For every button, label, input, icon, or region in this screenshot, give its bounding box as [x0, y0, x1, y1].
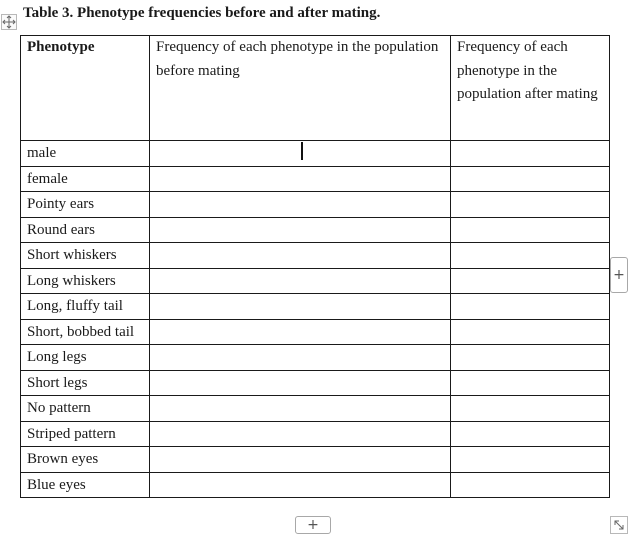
table-row — [21, 447, 610, 473]
after-frequency-cell[interactable] — [451, 370, 610, 396]
table-row — [21, 319, 610, 345]
move-arrows-icon — [2, 15, 16, 29]
before-frequency-cell[interactable] — [150, 217, 451, 243]
after-frequency-cell[interactable] — [451, 447, 610, 473]
phenotype-cell[interactable]: Blue eyes — [21, 472, 150, 498]
table-row — [21, 217, 610, 243]
resize-arrow-icon — [611, 517, 627, 533]
table-resize-handle[interactable] — [610, 516, 628, 534]
after-frequency-cell[interactable] — [451, 192, 610, 218]
add-column-button[interactable]: + — [610, 257, 628, 293]
table-row — [21, 396, 610, 422]
header-cell-after[interactable]: Frequency of each phenotype in the population after mating — [451, 36, 610, 141]
phenotype-cell[interactable]: Long, fluffy tail — [21, 294, 150, 320]
after-frequency-cell[interactable] — [451, 421, 610, 447]
before-frequency-cell[interactable] — [150, 345, 451, 371]
phenotype-cell[interactable]: female — [21, 166, 150, 192]
phenotype-cell[interactable]: Short whiskers — [21, 243, 150, 269]
table-row — [21, 166, 610, 192]
table-header-row — [21, 36, 610, 141]
table-row — [21, 421, 610, 447]
before-frequency-cell[interactable] — [150, 243, 451, 269]
table-row — [21, 345, 610, 371]
phenotype-cell[interactable]: Long legs — [21, 345, 150, 371]
after-frequency-cell[interactable] — [451, 217, 610, 243]
after-frequency-cell[interactable] — [451, 472, 610, 498]
table-move-handle[interactable] — [1, 14, 17, 30]
before-frequency-cell[interactable] — [150, 370, 451, 396]
phenotype-cell[interactable]: Short, bobbed tail — [21, 319, 150, 345]
before-frequency-cell[interactable] — [150, 294, 451, 320]
header-cell-before[interactable]: Frequency of each phenotype in the population before mating — [150, 36, 451, 141]
table-row — [21, 243, 610, 269]
phenotype-cell[interactable]: male — [21, 141, 150, 167]
before-frequency-cell[interactable] — [150, 141, 451, 167]
phenotype-cell[interactable]: No pattern — [21, 396, 150, 422]
phenotype-cell[interactable]: Brown eyes — [21, 447, 150, 473]
phenotype-cell[interactable]: Short legs — [21, 370, 150, 396]
table-row — [21, 192, 610, 218]
after-frequency-cell[interactable] — [451, 141, 610, 167]
table-row — [21, 370, 610, 396]
after-frequency-cell[interactable] — [451, 345, 610, 371]
phenotype-cell[interactable]: Round ears — [21, 217, 150, 243]
after-frequency-cell[interactable] — [451, 243, 610, 269]
phenotype-cell[interactable]: Striped pattern — [21, 421, 150, 447]
table-row — [21, 472, 610, 498]
before-frequency-cell[interactable] — [150, 421, 451, 447]
table-row — [21, 294, 610, 320]
after-frequency-cell[interactable] — [451, 396, 610, 422]
after-frequency-cell[interactable] — [451, 268, 610, 294]
table-row — [21, 268, 610, 294]
after-frequency-cell[interactable] — [451, 319, 610, 345]
before-frequency-cell[interactable] — [150, 396, 451, 422]
table-row — [21, 141, 610, 167]
add-row-button[interactable]: + — [295, 516, 331, 534]
after-frequency-cell[interactable] — [451, 166, 610, 192]
before-frequency-cell[interactable] — [150, 447, 451, 473]
text-cursor — [301, 142, 303, 160]
header-cell-phenotype[interactable]: Phenotype — [21, 36, 150, 141]
phenotype-table — [20, 35, 610, 498]
before-frequency-cell[interactable] — [150, 166, 451, 192]
phenotype-cell[interactable]: Long whiskers — [21, 268, 150, 294]
table-caption: Table 3. Phenotype frequencies before and after mating. — [23, 5, 381, 21]
after-frequency-cell[interactable] — [451, 294, 610, 320]
before-frequency-cell[interactable] — [150, 268, 451, 294]
before-frequency-cell[interactable] — [150, 192, 451, 218]
before-frequency-cell[interactable] — [150, 319, 451, 345]
phenotype-cell[interactable]: Pointy ears — [21, 192, 150, 218]
before-frequency-cell[interactable] — [150, 472, 451, 498]
